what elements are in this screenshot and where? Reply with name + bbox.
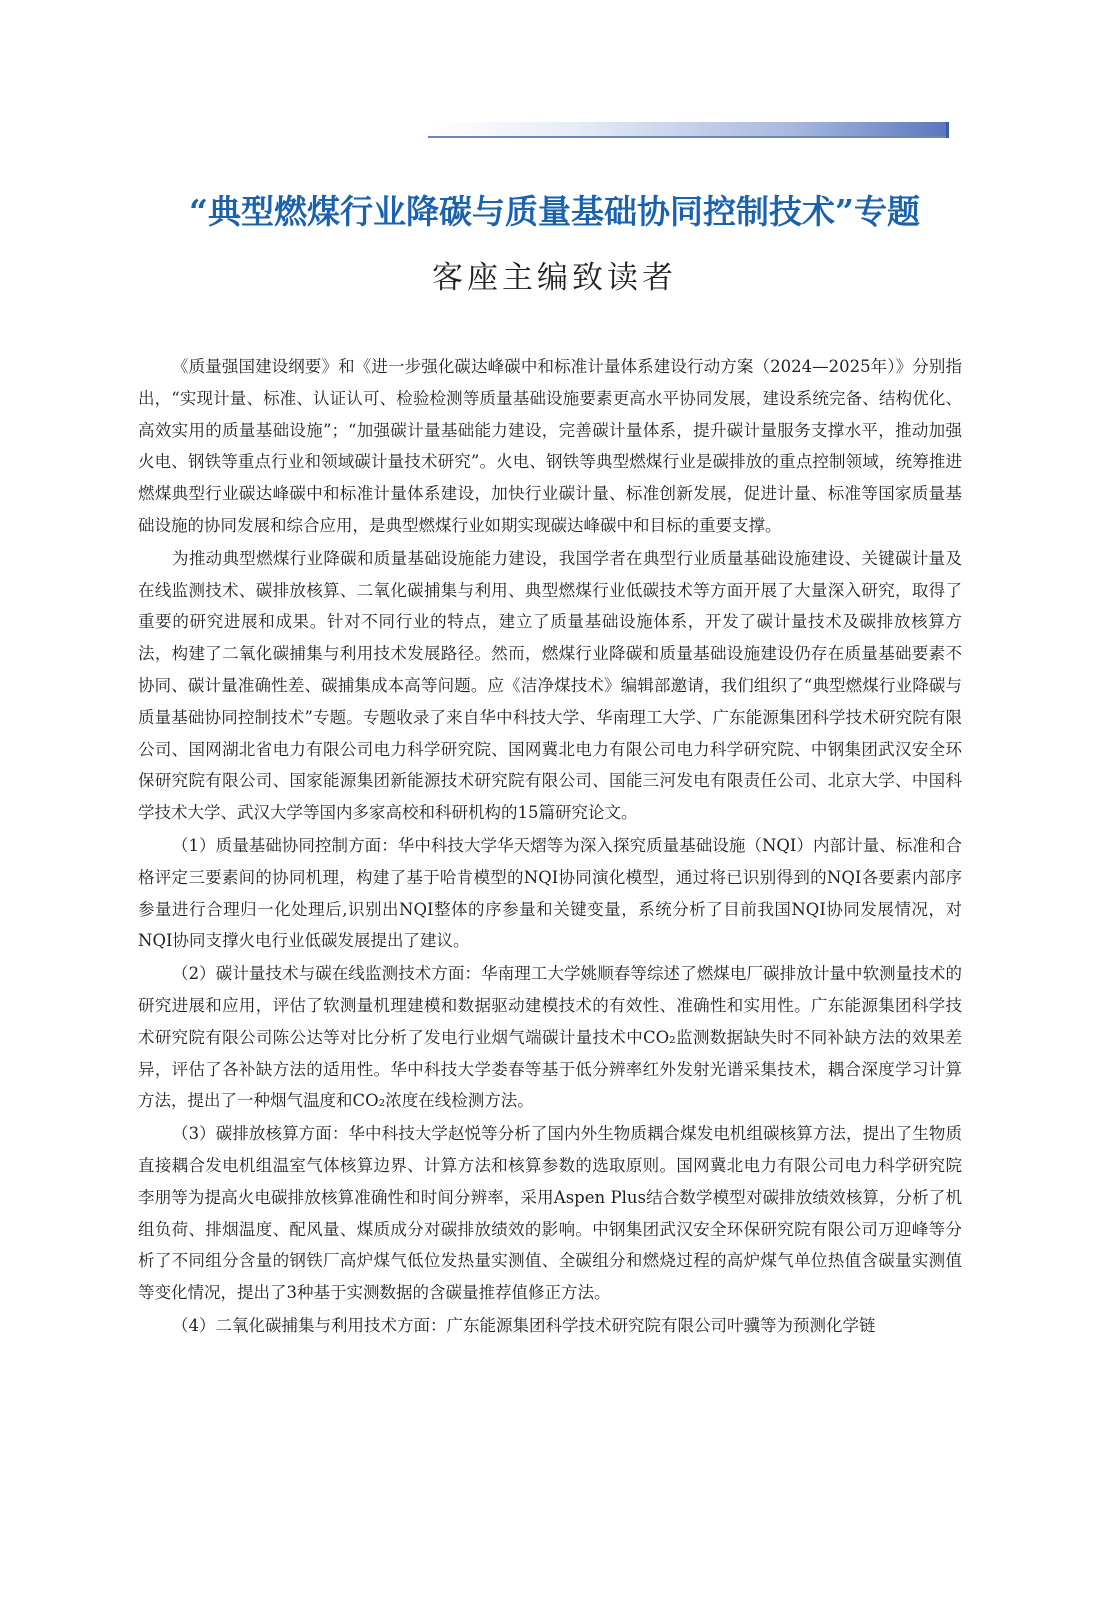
page-subtitle: 客座主编致读者: [432, 260, 677, 296]
paragraph-6: （4）二氧化碳捕集与利用技术方面：广东能源集团科学技术研究院有限公司叶骥等为预测化学链: [172, 1315, 876, 1335]
header-accent-underline: [428, 136, 949, 138]
page-title: “典型燃煤行业降碳与质量基础协同控制技术”专题: [189, 192, 920, 231]
header-accent-bar: [428, 122, 949, 138]
paragraph-2: 为推动典型燃煤行业降碳和质量基础设施能力建设，我国学者在典型行业质量基础设施建设、关键碳计量及在线监测技术、碳排放核算、二氧化碳捕集与利用、典型燃煤行业低碳技术等方面开展了大量深入研究，取得了重要的研究进展和成果。针对不同行业的特点，建立了质量基础设施体系，开发了碳计量技术及碳排放核算方法，构建了二氧化碳捕集与利用技术发展路径。然而，燃煤行业降碳和质量基础设施建设仍存在质量基础要素不协同、碳计量准确性差、碳捕集成本高等问题。应《洁净煤技术》编辑部邀请，我们组织了“典型燃煤行业降碳与质量基础协同控制技术”专题。专题收录了来自华中科技大学、华南理工大学、广东能源集团科学技术研究院有限公司、国网湖北省电力有限公司电力科学研究院、国网冀北电力有限公司电力科学研究院、中钢集团武汉安全环保研究院有限公司、国家能源集团新能源技术研究院有限公司、国能三河发电有限责任公司、北京大学、中国科学技术大学、武汉大学等国内多家高校和科研机构的15篇研究论文。: [138, 548, 962, 823]
paragraph-5: （3）碳排放核算方面：华中科技大学赵悦等分析了国内外生物质耦合煤发电机组碳核算方法，提出了生物质直接耦合发电机组温室气体核算边界、计算方法和核算参数的选取原则。国网冀北电力有限公司电力科学研究院李朋等为提高火电碳排放核算准确性和时间分辨率，采用Aspen Plus结合数学模型对碳排放绩效核算，分析了机组负荷、排烟温度、配风量、煤质成分对碳排放绩效的影响。中钢集团武汉安全环保研究院有限公司万迎峰等分析了不同组分含量的钢铁厂高炉煤气低位发热量实测值、全碳组分和燃烧过程的高炉煤气单位热值含碳量实测值等变化情况，提出了3种基于实测数据的含碳量推荐值修正方法。: [138, 1124, 962, 1303]
paragraph-4: （2）碳计量技术与碳在线监测技术方面：华南理工大学姚顺春等综述了燃煤电厂碳排放计量中软测量技术的研究进展和应用，评估了软测量机理建模和数据驱动建模技术的有效性、准确性和实用性。广东能源集团科学技术研究院有限公司陈公达等对比分析了发电行业烟气端碳计量技术中CO₂监测数据缺失时不同补缺方法的效果差异，评估了各补缺方法的适用性。华中科技大学娄春等基于低分辨率红外发射光谱采集技术，耦合深度学习计算方法，提出了一种烟气温度和CO₂浓度在线检测方法。: [138, 964, 962, 1111]
header-accent-cap: [946, 122, 949, 138]
paragraph-1: 《质量强国建设纲要》和《进一步强化碳达峰碳中和标准计量体系建设行动方案（2024—2025年）》分别指出，“实现计量、标准、认证认可、检验检测等质量基础设施要素更高水平协同发展，建设系统完备、结构优化、高效实用的质量基础设施”；“加强碳计量基础能力建设，完善碳计量体系，提升碳计量服务支撑水平，推动加强火电、钢铁等重点行业和领域碳计量技术研究”。火电、钢铁等典型燃煤行业是碳排放的重点控制领域，统筹推进燃煤典型行业碳达峰碳中和标准计量体系建设，加快行业碳计量、标准创新发展，促进计量、标准等国家质量基础设施的协同发展和综合应用，是典型燃煤行业如期实现碳达峰碳中和目标的重要支撑。: [138, 357, 962, 535]
article-body: [138, 351, 962, 1342]
paragraph-3: （1）质量基础协同控制方面：华中科技大学华天熠等为深入探究质量基础设施（NQI）内部计量、标准和合格评定三要素间的协同机理，构建了基于哈肯模型的NQI协同演化模型，通过将已识别得到的NQI各要素内部序参量进行合理归一化处理后,识别出NQI整体的序参量和关键变量，系统分析了目前我国NQI协同发展情况，对NQI协同支撑火电行业低碳发展提出了建议。: [138, 835, 962, 951]
